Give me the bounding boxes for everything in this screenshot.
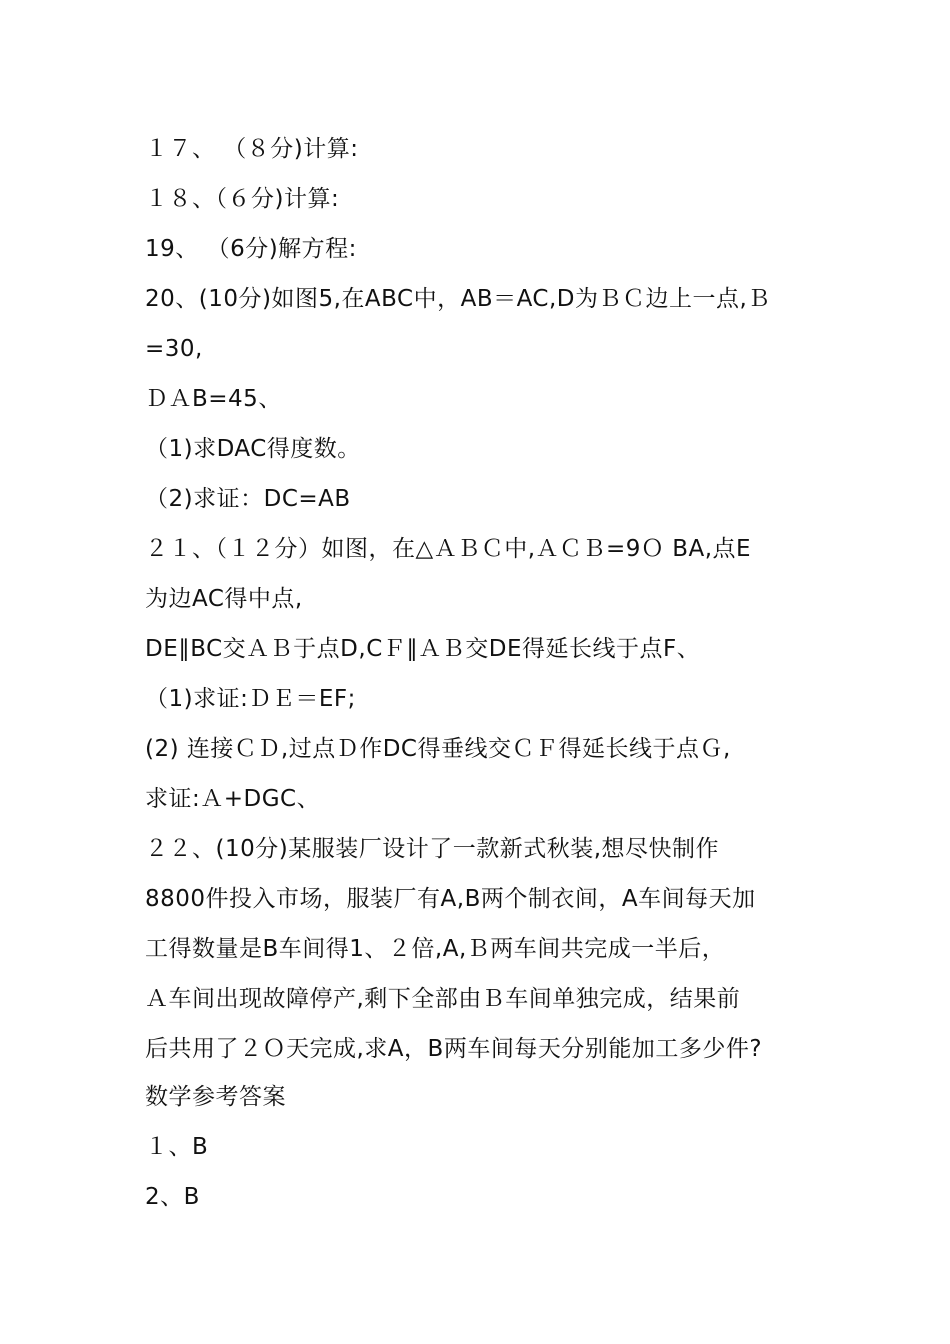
question-22-line-1: ２２、(10分)某服装厂设计了一款新式秋装,想尽快制作 — [145, 836, 720, 862]
question-21-part-2-proof: 求证:Ａ+DGC、 — [145, 786, 321, 812]
question-20-line-3: ＤＡB=45、 — [145, 386, 282, 412]
question-20-line-2: =30, — [145, 336, 203, 362]
question-20-part-2: （2)求证：DC=AB — [145, 486, 351, 512]
question-22-line-3: 工得数量是B车间得1、２倍,A,Ｂ两车间共完成一半后， — [145, 936, 726, 962]
question-17-line: １７、 （８分)计算: — [145, 136, 359, 162]
question-22-line-2: 8800件投入市场，服装厂有A,B两个制衣间，A车间每天加 — [145, 886, 756, 912]
question-20-part-1: （1)求DAC得度数。 — [145, 436, 361, 462]
question-21-part-1: （1)求证:ＤＥ＝EF; — [145, 686, 356, 712]
question-19-line: 19、 （6分)解方程: — [145, 236, 357, 262]
answers-heading: 数学参考答案 — [145, 1084, 286, 1110]
question-18-line: １８、（６分)计算: — [145, 186, 340, 212]
question-20-line-1: 20、(10分)如图5,在ABC中，AB＝AC,D为ＢＣ边上一点,Ｂ — [145, 286, 771, 312]
question-22-line-4: Ａ车间出现故障停产,剩下全部由Ｂ车间单独完成，结果前 — [145, 986, 741, 1012]
question-21-line-2: 为边AC得中点, — [145, 586, 303, 612]
question-21-line-3: DE∥BC交ＡＢ于点D,CＦ∥ＡＢ交DE得延长线于点F、 — [145, 636, 701, 662]
answer-1: １、B — [145, 1134, 209, 1160]
answer-2: 2、B — [145, 1184, 200, 1210]
question-22-line-5: 后共用了２Ｏ天完成,求A，B两车间每天分别能加工多少件? — [145, 1036, 763, 1062]
question-21-part-2: (2) 连接ＣＤ,过点Ｄ作DC得垂线交ＣＦ得延长线于点Ｇ, — [145, 736, 731, 762]
question-21-line-1: ２１、（１２分）如图，在△ＡＢＣ中,ＡＣＢ=9Ｏ BA,点E — [145, 536, 752, 562]
